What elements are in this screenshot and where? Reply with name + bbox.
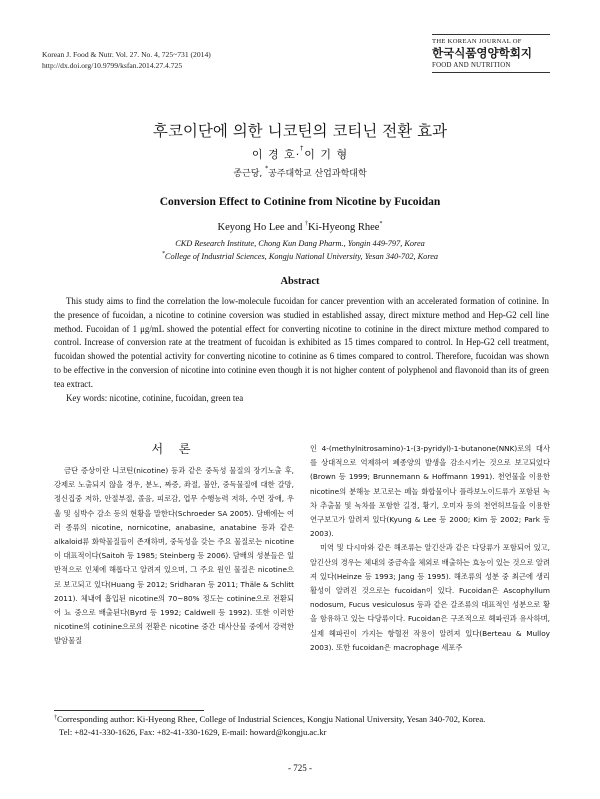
author-2-en: Ki-Hyeong Rhee	[308, 222, 380, 233]
author-1-en: Keyong Ho Lee and	[217, 222, 306, 233]
affiliation-mark: *	[265, 165, 269, 172]
page-number: - 725 -	[288, 763, 312, 773]
footnote-author: Corresponding author: Ki-Hyeong Rhee, College of Industrial Sciences, Kongju National University, Yesan 340-702, Korea.	[57, 714, 486, 724]
footnote-line-1	[54, 713, 554, 726]
journal-logo-bottom: FOOD AND NUTRITION	[432, 61, 550, 73]
introduction-paragraph: 미역 및 다시마와 같은 해조류는 알긴산과 같은 다당류가 포함되어 있고, 알긴산의 경우는 체내의 중금속을 체외로 배출하는 효능이 있는 것으로 알려져 있다(Heinze 등 1993; Jang 등 1995). 해조류의 성분 중 최근에 생리활성이 알려진 것으로는 fucoidan이 있다. Fucoidan은 Ascophyllum nodosum, Fucus vesiculosus 등과 같은 갈조류의 대표적인 성분으로 황을 함유하고 있는 다당류이다. Fucoidan은 구조적으로 헤파린과 유사하며, 실제 헤파린이 가지는 항혈전 작용이 알려져 있다(Berteau & Mulloy 2003). 또한 fucoidan은 macrophage 세포주	[310, 543, 550, 652]
journal-citation: Korean J. Food & Nutr. Vol. 27. No. 4, 725~731 (2014)	[42, 50, 211, 59]
author-separator: ·	[295, 148, 301, 161]
footnote-mark: †	[54, 715, 57, 721]
abstract-heading: Abstract	[280, 276, 320, 287]
abstract-text: This study aims to find the correlation the low-molecule fucoidan for cancer prevention with an accelerated formation of cotinine. In the presence of fucoidan, a nicotine to cotinine coversion was studied in established assay, direct mixture method and Hep-G2 cell line method. Fucoidan of 1 μg/mL showed the potential effect for converting nicotine to cotinine in the direct mixture method compared to control. Increase of conversion rate at the treatment of fucoidan is exhibited as 15 times compared to control. In Hep-G2 cell treatment, fucoidan showed the potential activity for converting nicotine to cotinine as 6 times compared to control. Therefore, fucoidan was shown to be effective in the conversion of nicotine into cotinine even though it is not higher content of polyphenol and flavonoid than its of green tea extract.	[54, 296, 549, 389]
journal-logo	[432, 34, 550, 73]
affiliation-mark-en: *	[379, 221, 383, 227]
journal-doi[interactable]: http://dx.doi.org/10.9799/ksfan.2014.27.4.725	[42, 61, 183, 70]
corresponding-mark: †	[300, 145, 305, 152]
corresponding-mark-en: †	[305, 221, 309, 227]
affiliation-2-en	[0, 252, 600, 261]
affiliation-1-en: CKD Research Institute, Chong Kun Dang Pharm., Yongin 449-797, Korea	[175, 239, 425, 248]
journal-logo-top: THE KOREAN JOURNAL OF	[432, 34, 550, 46]
author-1-ko: 이 경 호	[251, 148, 296, 161]
introduction-right-column	[310, 442, 550, 655]
affiliation-2-en-text: College of Industrial Sciences, Kongju National University, Yesan 340-702, Korea	[164, 252, 439, 261]
journal-header	[42, 49, 211, 71]
journal-logo-korean: 한국식품영양학회지	[432, 46, 532, 60]
introduction-left-column: 금단 증상이란 니코틴(nicotine) 등과 같은 중독성 물질의 장기노출 후, 강제로 노출되지 않을 경우, 분노, 짜증, 좌절, 불안, 중독물질에 대한 갈망, 정신집중 저하, 안절부절, 졸음, 피로감, 업무 수행능력 저하, 수면 장애, 우울 및 심박수 감소 등의 현황을 말한다(Schroeder SA 2005). 담배에는 여러 종류의 nicotine, nornicotine, anabasine, anatabine 등과 같은 alkaloid류 화학물질들이 존재하며, 중독성을 갖는 주요 물질로는 nicotine이 대표적이다(Saitoh 등 1985; Steinberg 등 2006). 담배의 성분들은 일반적으로 인체에 해롭다고 알려져 있으며, 그 주요 원인 물질은 nicotine으로 보고되고 있다(Huang 등 2012; Sridharan 등 2011; Thäle & Schlitt 2011). 체내에 흡입된 nicotine의 70~80% 정도는 cotinine으로 전환되어 뇨 중으로 배출된다(Byrd 등 1992; Caldwell 등 1992). 또한 이러한 nicotine의 cotinine으로의 전환은 nicotine 중간 대사산물 중에서 강력한 발암물질	[54, 466, 294, 646]
introduction-paragraph: 인 4-(methylnitrosamino)-1-(3-pyridyl)-1-butanone(NNK)로의 대사를 상대적으로 억제하여 폐종양의 발생을 감소시키는 것으로 보고되었다(Brown 등 1999; Brunnemann & Hoffmann 1991). 천연물을 이용한 nicotine의 분해능 보고로는 페놀 화합물이나 플라보노이드류가 포함된 녹차 추출물 및 녹차를 포함한 길경, 황기, 오미자 등의 천연허브들을 이용한 연구보고가 알려져 있다(Kyung & Lee 등 2000; Kim 등 2002; Park 등 2003).	[310, 444, 550, 539]
title-korean: 후코이단에 의한 니코틴의 코티닌 전환 효과	[152, 122, 448, 140]
affiliations-korean	[0, 166, 600, 179]
affiliation-2-en-mark: *	[161, 251, 165, 257]
title-english: Conversion Effect to Cotinine from Nicotine by Fucoidan	[159, 196, 441, 208]
authors-korean	[0, 146, 600, 162]
affiliation-1-ko: 종근당,	[233, 169, 263, 179]
authors-english	[0, 222, 600, 233]
author-2-ko: 이 기 형	[304, 148, 349, 161]
introduction-heading: 서 론	[151, 442, 197, 456]
affiliation-2-ko: 공주대학교 산업과학대학	[268, 169, 367, 179]
footnote-divider	[54, 710, 204, 711]
keywords: Key words: nicotine, cotinine, fucoidan, green tea	[66, 393, 244, 403]
footnote	[54, 713, 554, 739]
footnote-line-2: Tel: +82-41-330-1626, Fax: +82-41-330-1629, E-mail: howard@kongju.ac.kr	[59, 727, 327, 737]
